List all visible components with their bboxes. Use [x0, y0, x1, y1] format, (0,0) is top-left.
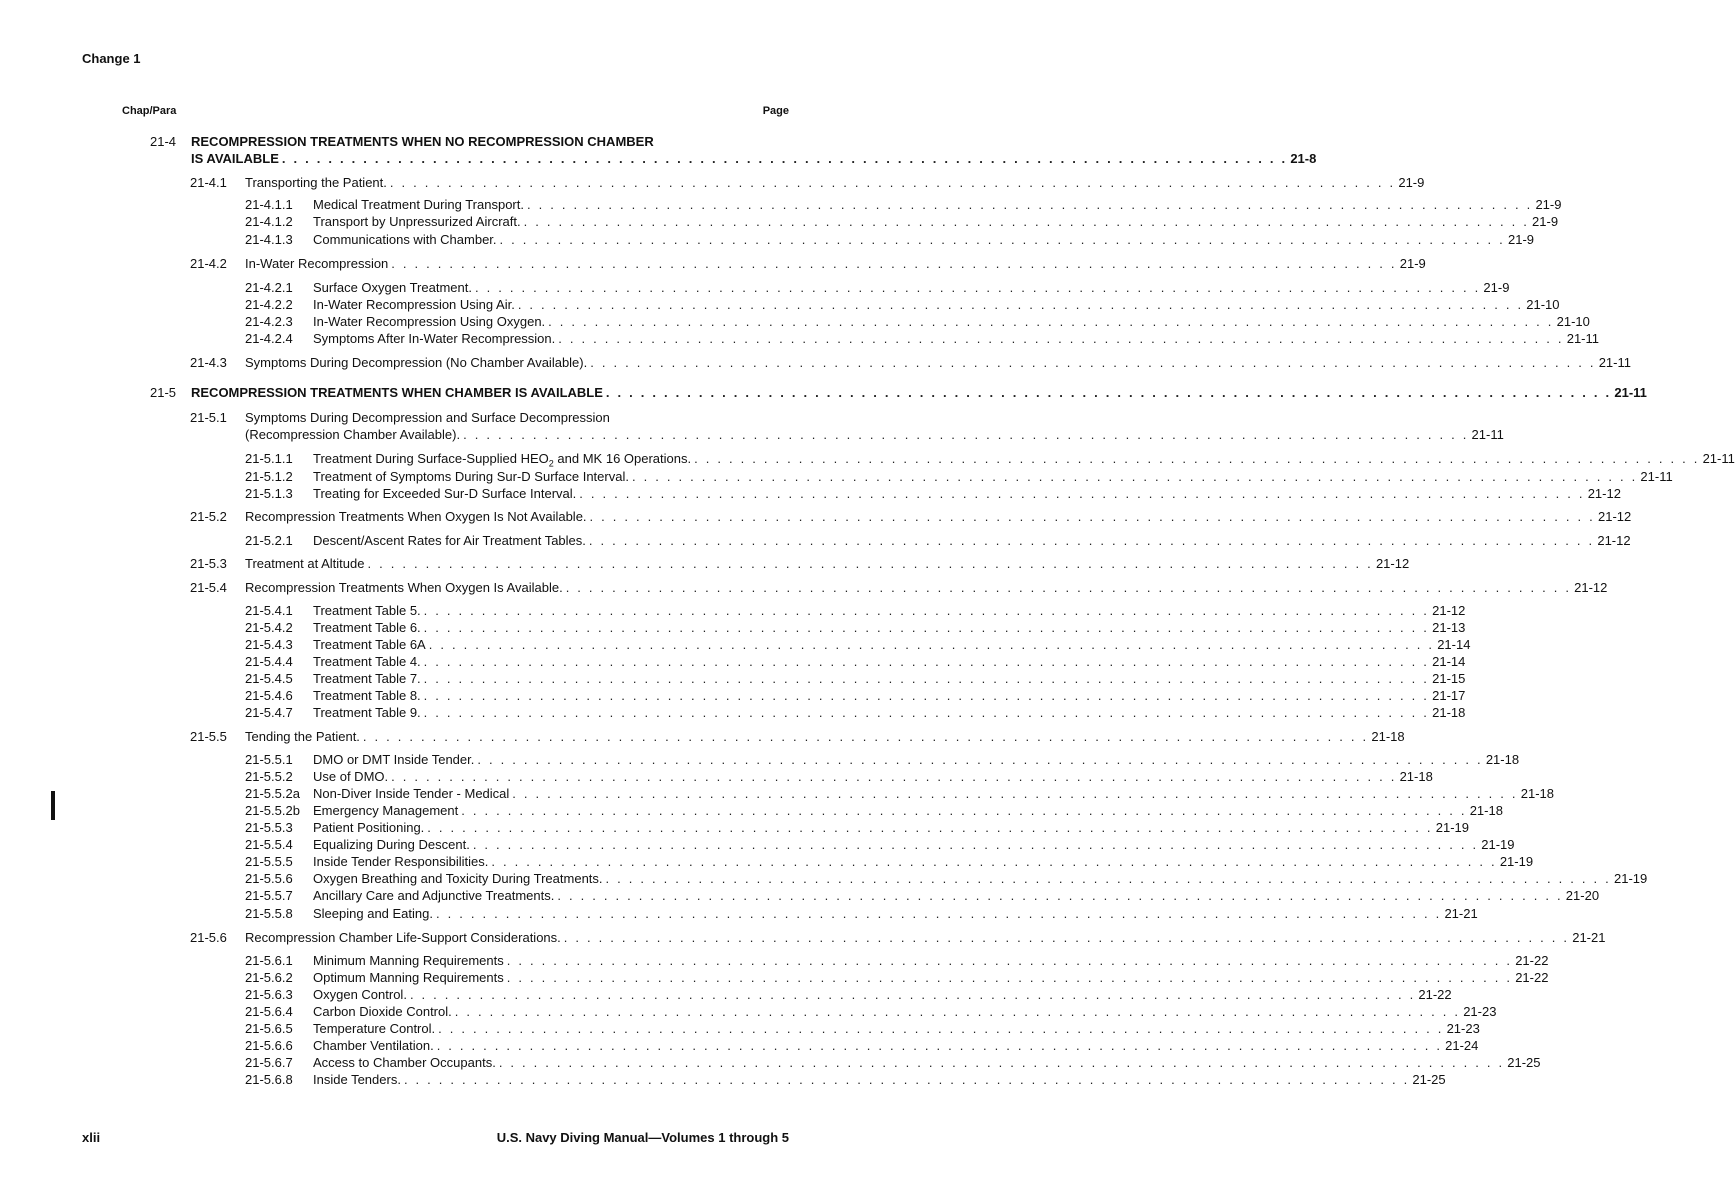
- toc-entry-title-line1: RECOMPRESSION TREATMENTS WHEN NO RECOMPRESSION CHAMBER: [191, 134, 654, 149]
- toc-subsection-entry: [245, 953, 1549, 969]
- toc-entry-title: In-Water Recompression Using Oxygen.: [313, 314, 546, 329]
- toc-entry-subscript: 2: [548, 458, 554, 469]
- toc-entry-number: 21-4.1.1: [245, 197, 293, 212]
- toc-entry-page: 21-17: [1432, 688, 1466, 703]
- footer-page-number: xlii: [82, 1130, 101, 1145]
- toc-entry-page: 21-10: [1526, 297, 1560, 312]
- toc-entry-page: 21-9: [1483, 280, 1510, 295]
- toc-subsection-entry: [245, 654, 1466, 670]
- toc-entry-number: 21-5.6.2: [245, 970, 293, 985]
- toc-entry-number: 21-4.1.2: [245, 214, 293, 229]
- toc-entry-title: DMO or DMT Inside Tender.: [313, 752, 475, 767]
- toc-entry-number: 21-5.6: [190, 930, 227, 945]
- dot-leader: . . . . . . . . . . . . . . . . . . . . . . . . . . . . . . . . . . . . . . . . . . . . . . . . . . . . . . . . . . . . . . . . . . . . . . . . . . . . . . . . . . . . . . .: [477, 752, 1483, 767]
- toc-entry-page: 21-18: [1371, 729, 1405, 744]
- toc-subsection-entry: [245, 314, 1590, 330]
- toc-entry-number: 21-5.1: [190, 410, 227, 425]
- toc-section-entry: [245, 427, 1504, 443]
- toc-entry-title-part: and MK 16 Operations.: [553, 451, 692, 466]
- toc-entry-number: 21-5.1.2: [245, 469, 293, 484]
- dot-leader: . . . . . . . . . . . . . . . . . . . . . . . . . . . . . . . . . . . . . . . . . . . . . . . . . . . . . . . . . . . . . . . . . . . . . . . . . . . . . . . . . . . . . . .: [423, 671, 1430, 686]
- toc-subsection-entry: [245, 297, 1560, 313]
- toc-entry-page: 21-11: [1702, 451, 1735, 466]
- toc-entry-title: Carbon Dioxide Control.: [313, 1004, 452, 1019]
- footer-manual-title: U.S. Navy Diving Manual—Volumes 1 through 5: [496, 1130, 789, 1145]
- toc-entry-number: 21-4.2: [190, 256, 227, 271]
- toc-entry-page: 21-11: [1598, 355, 1631, 370]
- toc-entry-page: 21-14: [1437, 637, 1471, 652]
- toc-entry-page: 21-10: [1556, 314, 1590, 329]
- toc-entry-title: Recompression Treatments When Oxygen Is Not Available.: [245, 509, 587, 524]
- dot-leader: . . . . . . . . . . . . . . . . . . . . . . . . . . . . . . . . . . . . . . . . . . . . . . . . . . . . . . . . . . . . . . . . . . . . . . . . . . . . . . . . . . . . . . .: [389, 175, 1396, 190]
- toc-entry-number: 21-5.4.6: [245, 688, 293, 703]
- toc-entry-number: 21-4.2.2: [245, 297, 293, 312]
- toc-subsection-entry: [245, 620, 1466, 636]
- toc-entry-title-line1: Symptoms During Decompression and Surface Decompression: [245, 410, 610, 425]
- dot-leader: . . . . . . . . . . . . . . . . . . . . . . . . . . . . . . . . . . . . . . . . . . . . . . . . . . . . . . . . . . . . . . . . . . . . . . . . . . . . . . . . . . . . . . .: [391, 256, 1397, 271]
- toc-entry-page: 21-9: [1399, 256, 1426, 271]
- toc-entry-page: 21-21: [1572, 930, 1606, 945]
- toc-subsection-entry: [245, 769, 1433, 785]
- toc-entry-page: 21-11: [1566, 331, 1600, 346]
- toc-entry-title: Recompression Chamber Life-Support Considerations.: [245, 930, 561, 945]
- toc-subsection-entry: [245, 854, 1534, 870]
- toc-entry-title: Emergency Management: [313, 803, 459, 818]
- toc-entry-title: Temperature Control.: [313, 1021, 436, 1036]
- toc-entry-number: 21-5.5.2a: [245, 786, 300, 801]
- toc-subsection-entry: [245, 197, 1562, 213]
- toc-entry-title: Treatment Table 6A: [313, 637, 426, 652]
- toc-section-entry: [190, 256, 1426, 272]
- toc-entry-title: In-Water Recompression: [245, 256, 389, 271]
- toc-entry-number: 21-4.1: [190, 175, 227, 190]
- toc-entry-page: 21-12: [1597, 509, 1632, 524]
- dot-leader: . . . . . . . . . . . . . . . . . . . . . . . . . . . . . . . . . . . . . . . . . . . . . . . . . . . . . . . . . . . . . . . . . . . . . . . . . . . . . . . . . . . . . . .: [512, 786, 1518, 801]
- toc-subsection-entry: [245, 837, 1515, 853]
- dot-leader: . . . . . . . . . . . . . . . . . . . . . . . . . . . . . . . . . . . . . . . . . . . . . . . . . . . . . . . . . . . . . . . . . . . . . . . . . . . . . . . . . . . . . . .: [362, 729, 1369, 744]
- toc-subsection-entry: [245, 803, 1503, 819]
- toc-entry-page: 21-11: [1640, 469, 1673, 484]
- toc-entry-title: Equalizing During Descent.: [313, 837, 470, 852]
- toc-entry-page: 21-12: [1375, 556, 1410, 571]
- toc-entry-number: 21-5.2.1: [245, 533, 293, 548]
- toc-subsection-entry: [245, 469, 1673, 485]
- dot-leader: . . . . . . . . . . . . . . . . . . . . . . . . . . . . . . . . . . . . . . . . . . . . . . . . . . . . . . . . . . . . . . . . . . . . . . . . . . . . . . . . . . . . . . .: [558, 331, 1564, 346]
- toc-entry-page: 21-12: [1597, 533, 1631, 548]
- toc-entry-page: 21-23: [1463, 1004, 1497, 1019]
- dot-leader: . . . . . . . . . . . . . . . . . . . . . . . . . . . . . . . . . . . . . . . . . . . . . . . . . . . . . . . . . . . . . . . . . . . . . . . . . . . . . . . . . . . . . . .: [367, 556, 1373, 571]
- toc-entry-title: Treatment Table 8.: [313, 688, 421, 703]
- toc-subsection-entry: [245, 533, 1631, 549]
- toc-entry-title: Treating for Exceeded Sur-D Surface Interval.: [313, 486, 577, 501]
- toc-entry-page: 21-19: [1613, 871, 1648, 886]
- toc-entry-title: Treatment Table 9.: [313, 705, 421, 720]
- toc-entry-page: 21-18: [1432, 705, 1466, 720]
- toc-entry-page: 21-11: [1614, 385, 1647, 400]
- dot-leader: . . . . . . . . . . . . . . . . . . . . . . . . . . . . . . . . . . . . . . . . . . . . . . . . . . . . . . . . . . . . . . . . . . . . . . . . . . . . . . . . . . . . . . .: [427, 820, 1433, 835]
- toc-entry-title: (Recompression Chamber Available).: [245, 427, 461, 442]
- dot-leader: . . . . . . . . . . . . . . . . . . . . . . . . . . . . . . . . . . . . . . . . . . . . . . . . . . . . . . . . . . . . . . . . . . . . . . . . . . . . . . . . . . . . . . .: [563, 930, 1570, 945]
- toc-entry-page: 21-19: [1481, 837, 1515, 852]
- toc-entry-page: 21-18: [1520, 786, 1554, 801]
- toc-entry-title: Communications with Chamber.: [313, 232, 497, 247]
- toc-entry-title-part: Treatment During Surface-Supplied HEO: [313, 451, 549, 466]
- toc-entry-number: 21-5.5.2b: [245, 803, 300, 818]
- toc-subsection-entry: [245, 1072, 1446, 1088]
- dot-leader: . . . . . . . . . . . . . . . . . . . . . . . . . . . . . . . . . . . . . . . . . . . . . . . . . . . . . . . . . . . . . . . . . . . . . . . . . . . . . . . . . . . . . . .: [474, 280, 1481, 295]
- toc-entry-title: Recompression Treatments When Oxygen Is Available.: [245, 580, 563, 595]
- dot-leader: . . . . . . . . . . . . . . . . . . . . . . . . . . . . . . . . . . . . . . . . . . . . . . . . . . . . . . . . . . . . . . . . . . . . . . . . . . . . . . . . . . . . . . .: [438, 1021, 1444, 1036]
- toc-entry-page: 21-12: [1587, 486, 1621, 501]
- toc-entry-title: Symptoms After In-Water Recompression.: [313, 331, 556, 346]
- toc-entry-page: 21-13: [1432, 620, 1466, 635]
- toc-section-entry: [190, 930, 1606, 946]
- toc-entry-number: 21-4.2.3: [245, 314, 293, 329]
- toc-entry-title: IS AVAILABLE: [191, 151, 279, 166]
- dot-leader: . . . . . . . . . . . . . . . . . . . . . . . . . . . . . . . . . . . . . . . . . . . . . . . . . . . . . . . . . . . . . . . . . . . . . . . . . . . . . . . . . . . . . . .: [498, 1055, 1505, 1070]
- toc-entry-number: 21-5.5.1: [245, 752, 293, 767]
- toc-subsection-entry: [245, 752, 1520, 768]
- dot-leader: . . . . . . . . . . . . . . . . . . . . . . . . . . . . . . . . . . . . . . . . . . . . . . . . . . . . . . . . . . . . . . . . . . . . . . . . . . . . . . . . . . . . . . .: [428, 637, 1435, 652]
- toc-subsection-entry: [245, 331, 1600, 347]
- toc-entry-title: In-Water Recompression Using Air.: [313, 297, 515, 312]
- toc-subsection-entry: [245, 214, 1559, 230]
- toc-entry-title: Access to Chamber Occupants.: [313, 1055, 496, 1070]
- toc-entry-page: 21-18: [1469, 803, 1503, 818]
- toc-entry-page: 21-25: [1412, 1072, 1446, 1087]
- toc-entry-page: 21-22: [1418, 987, 1452, 1002]
- toc-entry-number: 21-5.5.7: [245, 888, 293, 903]
- toc-entry-number: 21-5.4.1: [245, 603, 293, 618]
- toc-entry-number: 21-5.2: [190, 509, 227, 524]
- dot-leader: . . . . . . . . . . . . . . . . . . . . . . . . . . . . . . . . . . . . . . . . . . . . . . . . . . . . . . . . . . . . . . . . . . . . . . . . . . . . . . . . . . . . . . .: [526, 197, 1533, 212]
- toc-entry-page: 21-19: [1499, 854, 1534, 869]
- toc-entry-page: 21-25: [1507, 1055, 1541, 1070]
- toc-section-entry: [190, 729, 1405, 745]
- toc-entry-number: 21-5.5.8: [245, 906, 293, 921]
- toc-entry-title: Transport by Unpressurized Aircraft.: [313, 214, 521, 229]
- toc-subsection-entry: [245, 603, 1466, 619]
- dot-leader: . . . . . . . . . . . . . . . . . . . . . . . . . . . . . . . . . . . . . . . . . . . . . . . . . . . . . . . . . . . . . . . . . . . . . . . . . . . . . . . . . . . . . . .: [499, 232, 1505, 247]
- toc-entry-number: 21-5.5: [190, 729, 227, 744]
- toc-subsection-entry: [245, 786, 1554, 802]
- toc-entry-title: Oxygen Control.: [313, 987, 407, 1002]
- toc-entry-page: 21-22: [1515, 970, 1549, 985]
- toc-section-entry: [190, 175, 1425, 191]
- toc-entry-number: 21-5.6.5: [245, 1021, 293, 1036]
- dot-leader: . . . . . . . . . . . . . . . . . . . . . . . . . . . . . . . . . . . . . . . . . . . . . . . . . . . . . . . . . . . . . . . . . . . . . . . . . . . . . . . . . . . . . . .: [517, 297, 1524, 312]
- toc-subsection-entry: [245, 906, 1478, 922]
- toc-entry-number: 21-4.3: [190, 355, 227, 370]
- toc-chapter-entry: [191, 151, 1317, 167]
- dot-leader: . . . . . . . . . . . . . . . . . . . . . . . . . . . . . . . . . . . . . . . . . . . . . . . . . . . . . . . . . . . . . . . . . . . . . . . . . . . . . . . . . . . . . . .: [403, 1072, 1410, 1087]
- toc-subsection-entry: [245, 688, 1466, 704]
- toc-entry-title: Chamber Ventilation.: [313, 1038, 434, 1053]
- toc-entry-number: 21-5.4: [190, 580, 227, 595]
- dot-leader: . . . . . . . . . . . . . . . . . . . . . . . . . . . . . . . . . . . . . . . . . . . . . . . . . . . . . . . . . . . . . . . . . . . . . . . . . . . . . . . . . . . . . . .: [590, 355, 1596, 370]
- dot-leader: . . . . . . . . . . . . . . . . . . . . . . . . . . . . . . . . . . . . . . . . . . . . . . . . . . . . . . . . . . . . . . . . . . . . . . . . . . . . . . . . . . . . . . .: [423, 705, 1430, 720]
- toc-section-entry: [190, 355, 1631, 371]
- toc-entry-number: 21-5.5.5: [245, 854, 293, 869]
- toc-subsection-entry: [245, 888, 1600, 904]
- dot-leader: . . . . . . . . . . . . . . . . . . . . . . . . . . . . . . . . . . . . . . . . . . . . . . . . . . . . . . . . . . . . . . . . . . . . . . . . . . . . . . . . . . . . . . .: [463, 427, 1469, 442]
- dot-leader: . . . . . . . . . . . . . . . . . . . . . . . . . . . . . . . . . . . . . . . . . . . . . . . . . . . . . . . . . . . . . . . . . . . . . . . . . . . . . . . . . . . . . . .: [605, 385, 1612, 400]
- dot-leader: . . . . . . . . . . . . . . . . . . . . . . . . . . . . . . . . . . . . . . . . . . . . . . . . . . . . . . . . . . . . . . . . . . . . . . . . . . . . . . . . . . . . . . .: [391, 769, 1397, 784]
- toc-entry-number: 21-5.6.6: [245, 1038, 293, 1053]
- toc-entry-number: 21-5.6.4: [245, 1004, 293, 1019]
- toc-entry-number: 21-5.4.7: [245, 705, 293, 720]
- toc-section-entry: [190, 580, 1608, 596]
- toc-entry-title: Surface Oxygen Treatment.: [313, 280, 472, 295]
- toc-subsection-entry: [245, 871, 1648, 887]
- dot-leader: . . . . . . . . . . . . . . . . . . . . . . . . . . . . . . . . . . . . . . . . . . . . . . . . . . . . . . . . . . . . . . . . . . . . . . . . . . . . . . . . . . . . . . .: [588, 533, 1595, 548]
- toc-entry-title: Inside Tenders.: [313, 1072, 401, 1087]
- toc-entry-page: 21-9: [1507, 232, 1535, 247]
- toc-entry-title: Optimum Manning Requirements: [313, 970, 504, 985]
- toc-entry-title: Treatment Table 7.: [313, 671, 421, 686]
- toc-entry-title: Treatment Table 6.: [313, 620, 421, 635]
- dot-leader: . . . . . . . . . . . . . . . . . . . . . . . . . . . . . . . . . . . . . . . . . . . . . . . . . . . . . . . . . . . . . . . . . . . . . . . . . . . . . . . . . . . . . . .: [548, 314, 1554, 329]
- toc-entry-page: 21-22: [1515, 953, 1549, 968]
- toc-entry-title: Treatment Table 5.: [313, 603, 421, 618]
- toc-subsection-entry: [245, 637, 1471, 653]
- dot-leader: . . . . . . . . . . . . . . . . . . . . . . . . . . . . . . . . . . . . . . . . . . . . . . . . . . . . . . . . . . . . . . . . . . . . . . . . . . . . . . . . . . . . . . .: [631, 469, 1638, 484]
- toc-subsection-entry: [245, 705, 1466, 721]
- toc-entry-number: 21-5.1.1: [245, 451, 293, 466]
- dot-leader: . . . . . . . . . . . . . . . . . . . . . . . . . . . . . . . . . . . . . . . . . . . . . . . . . . . . . . . . . . . . . . . . . . . . . . . . . . . . . . . . . . . . . . .: [435, 906, 1442, 921]
- toc-entry-number: 21-4.1.3: [245, 232, 293, 247]
- dot-leader: . . . . . . . . . . . . . . . . . . . . . . . . . . . . . . . . . . . . . . . . . . . . . . . . . . . . . . . . . . . . . . . . . . . . . . . . . . . . . . . . . . . . . . .: [523, 214, 1530, 229]
- dot-leader: . . . . . . . . . . . . . . . . . . . . . . . . . . . . . . . . . . . . . . . . . . . . . . . . . . . . . . . . . . . . . . . . . . . . . . . . . . . . . . . . . . . . . . .: [436, 1038, 1443, 1053]
- toc-entry-title: Tending the Patient.: [245, 729, 360, 744]
- toc-entry-number: 21-5.6.7: [245, 1055, 293, 1070]
- toc-entry-page: 21-15: [1432, 671, 1466, 686]
- toc-entry-title: Treatment at Altitude: [245, 556, 365, 571]
- dot-leader: . . . . . . . . . . . . . . . . . . . . . . . . . . . . . . . . . . . . . . . . . . . . . . . . . . . . . . . . . . . . . . . . . . . . . . . . . . . . . . . . . . . . . . .: [281, 151, 1288, 166]
- toc-subsection-entry: [245, 280, 1510, 296]
- toc-entry-title: Non-Diver Inside Tender - Medical: [313, 786, 510, 801]
- toc-entry-page: 21-24: [1445, 1038, 1479, 1053]
- toc-entry-title: Symptoms During Decompression (No Chamber Available).: [245, 355, 588, 370]
- toc-entry-page: 21-21: [1444, 906, 1478, 921]
- toc-section-entry: [190, 509, 1632, 525]
- toc-subsection-entry: [245, 451, 1735, 469]
- toc-entry-number: 21-4: [150, 134, 177, 149]
- toc-entry-number: 21-5.4.3: [245, 637, 293, 652]
- toc-entry-title: Treatment of Symptoms During Sur-D Surface Interval.: [313, 469, 629, 484]
- dot-leader: . . . . . . . . . . . . . . . . . . . . . . . . . . . . . . . . . . . . . . . . . . . . . . . . . . . . . . . . . . . . . . . . . . . . . . . . . . . . . . . . . . . . . . .: [423, 603, 1430, 618]
- toc-subsection-entry: [245, 1038, 1479, 1054]
- toc-entry-number: 21-5.6.1: [245, 953, 293, 968]
- toc-entry-page: 21-11: [1471, 427, 1504, 442]
- toc-entry-title: Ancillary Care and Adjunctive Treatments.: [313, 888, 555, 903]
- dot-leader: . . . . . . . . . . . . . . . . . . . . . . . . . . . . . . . . . . . . . . . . . . . . . . . . . . . . . . . . . . . . . . . . . . . . . . . . . . . . . . . . . . . . . . .: [423, 688, 1430, 703]
- toc-entry-number: 21-5.6.3: [245, 987, 293, 1002]
- toc-subsection-entry: [245, 232, 1535, 248]
- toc-entry-page: 21-18: [1485, 752, 1520, 767]
- toc-entry-page: 21-19: [1435, 820, 1469, 835]
- toc-subsection-entry: [245, 486, 1621, 502]
- toc-entry-title: Treatment Table 4.: [313, 654, 421, 669]
- dot-leader: . . . . . . . . . . . . . . . . . . . . . . . . . . . . . . . . . . . . . . . . . . . . . . . . . . . . . . . . . . . . . . . . . . . . . . . . . . . . . . . . . . . . . . .: [506, 953, 1513, 968]
- page-column-header: Page: [762, 105, 789, 117]
- dot-leader: . . . . . . . . . . . . . . . . . . . . . . . . . . . . . . . . . . . . . . . . . . . . . . . . . . . . . . . . . . . . . . . . . . . . . . . . . . . . . . . . . . . . . . .: [694, 451, 1700, 466]
- chap-para-header: Chap/Para: [122, 105, 177, 117]
- toc-entry-number: 21-4.2.4: [245, 331, 293, 346]
- toc-subsection-entry: [245, 1021, 1480, 1037]
- toc-section-entry: [190, 556, 1410, 572]
- toc-entry-page: 21-12: [1574, 580, 1608, 595]
- toc-chapter-entry: [150, 385, 1647, 401]
- toc-entry-number: 21-4.2.1: [245, 280, 293, 295]
- dot-leader: . . . . . . . . . . . . . . . . . . . . . . . . . . . . . . . . . . . . . . . . . . . . . . . . . . . . . . . . . . . . . . . . . . . . . . . . . . . . . . . . . . . . . . .: [409, 987, 1416, 1002]
- toc-entry-page: 21-9: [1535, 197, 1562, 212]
- toc-entry-title: Use of DMO.: [313, 769, 389, 784]
- toc-subsection-entry: [245, 987, 1452, 1003]
- toc-entry-title: Sleeping and Eating.: [313, 906, 433, 921]
- toc-entry-number: 21-5.3: [190, 556, 227, 571]
- toc-entry-number: 21-5.1.3: [245, 486, 293, 501]
- dot-leader: . . . . . . . . . . . . . . . . . . . . . . . . . . . . . . . . . . . . . . . . . . . . . . . . . . . . . . . . . . . . . . . . . . . . . . . . . . . . . . . . . . . . . . .: [472, 837, 1479, 852]
- toc-entry-number: 21-5.4.4: [245, 654, 293, 669]
- toc-entry-number: 21-5.5.3: [245, 820, 293, 835]
- toc-entry-page: 21-14: [1432, 654, 1466, 669]
- toc-entry-title: Oxygen Breathing and Toxicity During Treatments.: [313, 871, 603, 886]
- toc-subsection-entry: [245, 1004, 1497, 1020]
- toc-subsection-entry: [245, 970, 1549, 986]
- toc-entry-page: 21-23: [1446, 1021, 1480, 1036]
- toc-entry-page: 21-9: [1398, 175, 1425, 190]
- change-label: Change 1: [82, 51, 141, 66]
- toc-entry-page: 21-8: [1290, 151, 1317, 166]
- toc-entry-title: Medical Treatment During Transport.: [313, 197, 524, 212]
- toc-subsection-entry: [245, 671, 1466, 687]
- dot-leader: . . . . . . . . . . . . . . . . . . . . . . . . . . . . . . . . . . . . . . . . . . . . . . . . . . . . . . . . . . . . . . . . . . . . . . . . . . . . . . . . . . . . . . .: [423, 620, 1430, 635]
- toc-subsection-entry: [245, 820, 1469, 836]
- toc-entry-number: 21-5: [150, 385, 177, 400]
- toc-entry-title: Patient Positioning.: [313, 820, 425, 835]
- toc-entry-number: 21-5.5.6: [245, 871, 293, 886]
- toc-entry-number: 21-5.4.2: [245, 620, 293, 635]
- dot-leader: . . . . . . . . . . . . . . . . . . . . . . . . . . . . . . . . . . . . . . . . . . . . . . . . . . . . . . . . . . . . . . . . . . . . . . . . . . . . . . . . . . . . . . .: [605, 871, 1611, 886]
- toc-entry-number: 21-5.5.4: [245, 837, 293, 852]
- toc-entry-page: 21-9: [1532, 214, 1559, 229]
- dot-leader: . . . . . . . . . . . . . . . . . . . . . . . . . . . . . . . . . . . . . . . . . . . . . . . . . . . . . . . . . . . . . . . . . . . . . . . . . . . . . . . . . . . . . . .: [557, 888, 1563, 903]
- toc-entry-number: 21-5.6.8: [245, 1072, 293, 1087]
- dot-leader: . . . . . . . . . . . . . . . . . . . . . . . . . . . . . . . . . . . . . . . . . . . . . . . . . . . . . . . . . . . . . . . . . . . . . . . . . . . . . . . . . . . . . . .: [491, 854, 1497, 869]
- dot-leader: . . . . . . . . . . . . . . . . . . . . . . . . . . . . . . . . . . . . . . . . . . . . . . . . . . . . . . . . . . . . . . . . . . . . . . . . . . . . . . . . . . . . . . .: [506, 970, 1513, 985]
- toc-entry-title: Inside Tender Responsibilities.: [313, 854, 489, 869]
- toc-entry-page: 21-20: [1565, 888, 1600, 903]
- toc-entry-title: Transporting the Patient.: [245, 175, 387, 190]
- toc-subsection-entry: [245, 1055, 1541, 1071]
- dot-leader: . . . . . . . . . . . . . . . . . . . . . . . . . . . . . . . . . . . . . . . . . . . . . . . . . . . . . . . . . . . . . . . . . . . . . . . . . . . . . . . . . . . . . . .: [423, 654, 1430, 669]
- toc-entry-title: [313, 451, 691, 467]
- toc-entry-number: 21-5.4.5: [245, 671, 293, 686]
- dot-leader: . . . . . . . . . . . . . . . . . . . . . . . . . . . . . . . . . . . . . . . . . . . . . . . . . . . . . . . . . . . . . . . . . . . . . . . . . . . . . . . . . . . . . . .: [454, 1004, 1461, 1019]
- change-bar: [51, 791, 55, 820]
- dot-leader: . . . . . . . . . . . . . . . . . . . . . . . . . . . . . . . . . . . . . . . . . . . . . . . . . . . . . . . . . . . . . . . . . . . . . . . . . . . . . . . . . . . . . . .: [589, 509, 1595, 524]
- toc-entry-number: 21-5.5.2: [245, 769, 293, 784]
- toc-entry-page: 21-12: [1432, 603, 1466, 618]
- toc-entry-title: Descent/Ascent Rates for Air Treatment Tables.: [313, 533, 586, 548]
- dot-leader: . . . . . . . . . . . . . . . . . . . . . . . . . . . . . . . . . . . . . . . . . . . . . . . . . . . . . . . . . . . . . . . . . . . . . . . . . . . . . . . . . . . . . . .: [461, 803, 1467, 818]
- toc-entry-page: 21-18: [1399, 769, 1433, 784]
- dot-leader: . . . . . . . . . . . . . . . . . . . . . . . . . . . . . . . . . . . . . . . . . . . . . . . . . . . . . . . . . . . . . . . . . . . . . . . . . . . . . . . . . . . . . . .: [565, 580, 1572, 595]
- dot-leader: . . . . . . . . . . . . . . . . . . . . . . . . . . . . . . . . . . . . . . . . . . . . . . . . . . . . . . . . . . . . . . . . . . . . . . . . . . . . . . . . . . . . . . .: [579, 486, 1585, 501]
- toc-entry-title: RECOMPRESSION TREATMENTS WHEN CHAMBER IS AVAILABLE: [191, 385, 603, 400]
- toc-entry-title: Minimum Manning Requirements: [313, 953, 504, 968]
